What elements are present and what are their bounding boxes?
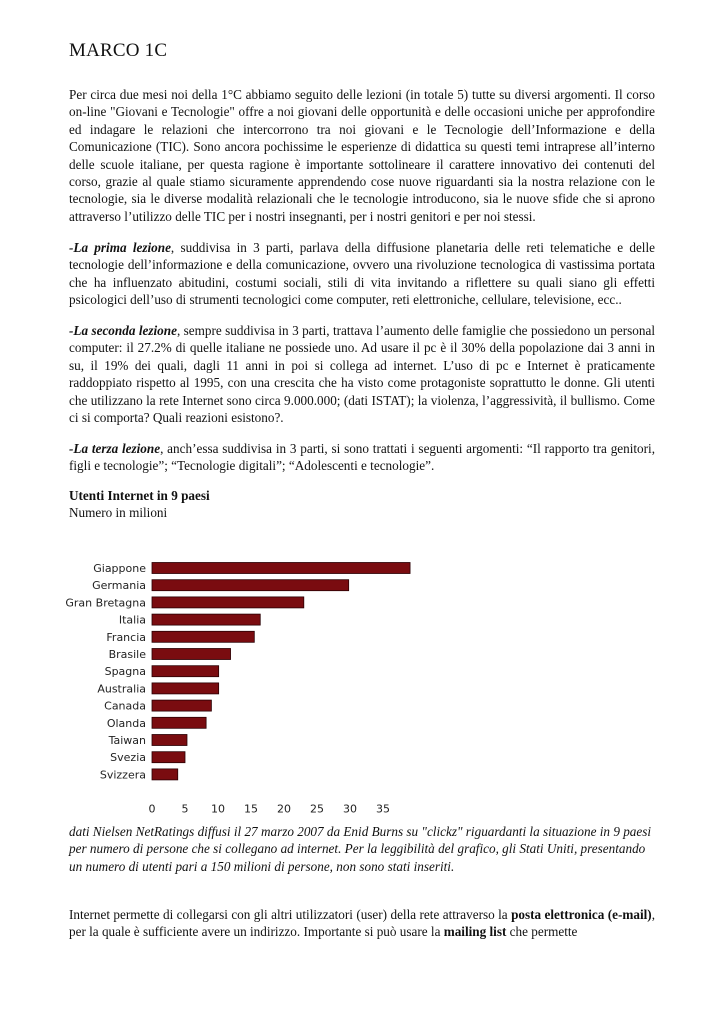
bar-olanda — [152, 717, 206, 728]
x-tick-label: 30 — [343, 802, 357, 816]
category-label: Spagna — [104, 665, 146, 679]
category-label: Giappone — [93, 562, 146, 575]
category-label: Italia — [118, 613, 146, 627]
category-label: Gran Bretagna — [65, 596, 146, 610]
intro-paragraph: Per circa due mesi noi della 1°C abbiamo seguito delle lezioni (in totale 5) tutte su diversi argomenti. Il corso on-line "Giovani e Tecnologie" offre a noi giovani delle opportunità e delle occasioni uniche per approfondire ed indagare le relazioni che intercorrono tra noi giovani e le Tecnologie dell’Informazione e della Comunicazione (TIC). Sono ancora pochissime le esperienze di didattica su questi temi intraprese all’interno delle scuole italiane, per questa ragione è importante sottolineare il carattere innovativo dei contenuti del corso, grazie al quale stiamo sicuramente apprendendo cose nuove riguardanti sia la nostra relazione con le tecnologie, sia le diverse modalità relazionali che le tecnologie introducono, sia le nuove sfide che si aprono attraverso l’utilizzo delle TIC per i nostri insegnanti, per i nostri genitori e per noi stessi. — [69, 87, 655, 224]
document-title: MARCO 1C — [69, 40, 168, 61]
email-text-c: che permette — [506, 924, 578, 940]
category-label: Svizzera — [99, 768, 146, 782]
email-term: posta elettronica (e-mail) — [511, 907, 652, 922]
category-label: Olanda — [106, 716, 146, 730]
email-text-b: , per la quale è sufficiente avere un indirizzo. Importante si può usare la — [69, 907, 655, 940]
bar-italia — [152, 614, 260, 625]
bar-svizzera — [152, 769, 178, 780]
bar-germania — [152, 580, 349, 591]
chart-caption: dati Nielsen NetRatings diffusi il 27 marzo 2007 da Enid Burns su "clickz" riguardanti la situazione in 9 paesi per numero di persone che si collegano ad internet. Per la leggibilità del grafico, gli Stati Uniti, presentando un numero di utenti pari a 150 milioni di persone, non sono stati inseriti. — [69, 824, 652, 874]
bar-svezia — [152, 752, 185, 763]
x-tick-label: 20 — [277, 802, 291, 816]
bar-gran-bretagna — [152, 597, 304, 608]
second-lesson-text: , sempre suddivisa in 3 parti, trattava l’aumento delle famiglie che possiedono un personal computer: il 27.2% di quelle italiane ne possiede uno. Ad usare il pc è il 30% della popolazione dai 3 anni in su, il 19% dei quali, dagli 11 anni in poi si collega ad internet. L’uso di pc e Internet è praticamente raddoppiato rispetto al 1995, con una crescita che ha visto come protagoniste soprattutto le donne. Gli utenti che utilizzano la rete Internet sono circa 9.000.000; (dati ISTAT); la violenza, l’aggressività, il bullismo. Come ci si comporta? Quali reazioni esistono?. — [69, 323, 655, 426]
x-tick-label: 15 — [244, 802, 258, 816]
category-label: Australia — [97, 682, 146, 696]
third-lesson-lead: -La terza lezione — [69, 441, 161, 456]
chart-heading: Utenti Internet in 9 paesi — [69, 488, 210, 503]
third-lesson-text: , anch’essa suddivisa in 3 parti, si sono trattati i seguenti argomenti: “Il rapporto tra genitori, figli e tecnologie”; “Tecnologie digitali”; “Adolescenti e tecnologie”. — [69, 441, 656, 474]
second-lesson-lead: -La seconda lezione — [69, 323, 177, 338]
first-lesson-lead: -La prima lezione — [69, 240, 171, 255]
bar-brasile — [152, 649, 231, 660]
mailing-list-term: mailing list — [443, 924, 507, 940]
category-label: Taiwan — [108, 734, 146, 747]
bar-australia — [152, 683, 219, 694]
first-lesson-text: , suddivisa in 3 parti, parlava della diffusione planetaria delle reti telematiche e delle tecnologie dell’informazione e della comunicazione, ovvero una rivoluzione tecnologica di vastissima portata che ha influenzato abitudini, costumi sociali, stili di vita invitando a riflettere su quali siano gli effetti psicologici dell’uso di strumenti tecnologici come computer, reti elettroniche, cellulare, televisione, ecc.. — [69, 240, 655, 308]
x-tick-label: 0 — [148, 802, 156, 816]
bar-giappone — [152, 563, 410, 574]
category-label: Francia — [106, 630, 146, 644]
x-tick-label: 35 — [376, 802, 390, 816]
category-label: Germania — [92, 579, 146, 593]
bar-canada — [152, 700, 211, 711]
bar-francia — [152, 631, 254, 642]
x-tick-label: 5 — [181, 802, 189, 816]
category-label: Brasile — [108, 648, 146, 661]
bar-taiwan — [152, 735, 187, 746]
x-tick-label: 10 — [211, 802, 225, 816]
bar-spagna — [152, 666, 219, 677]
chart-subheading: Numero in milioni — [69, 505, 168, 520]
email-text-a: Internet permette di collegarsi con gli altri utilizzatori (user) della rete attraverso la — [69, 907, 512, 922]
x-tick-label: 25 — [310, 802, 324, 816]
category-label: Svezia — [110, 751, 146, 765]
category-label: Canada — [104, 699, 146, 713]
